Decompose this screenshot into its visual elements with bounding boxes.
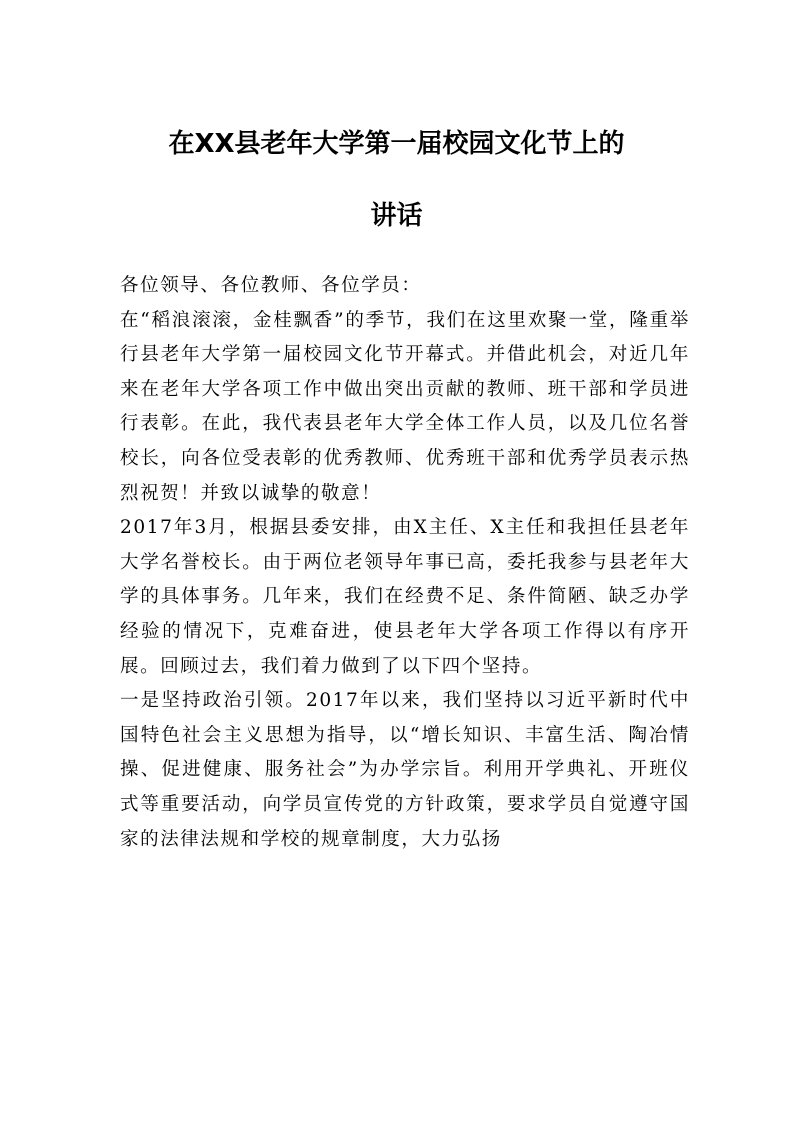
first-point-paragraph: 一是坚持政治引领。2017年以来，我们坚持以习近平新时代中国特色社会主义思想为指导，以“增长知识、丰富生活、陶冶情操、促进健康、服务社会”为办学宗旨。利用开学典礼、开班仪式等重要活动，向学员宣传党的方针政策，要求学员自觉遵守国家的法律法规和学校的规章制度，大力弘扬	[120, 690, 690, 850]
document-body	[120, 269, 690, 857]
salutation-paragraph: 各位领导、各位教师、各位学员：	[120, 275, 422, 296]
document-title-line-2: 讲话	[370, 201, 423, 231]
opening-paragraph: 在“稻浪滚滚，金桂飘香”的季节，我们在这里欢聚一堂，隆重举行县老年大学第一届校园文化节开幕式。并借此机会，对近几年来在老年大学各项工作中做出突出贡献的教师、班干部和学员进行表彰。在此，我代表县老年大学全体工作人员，以及几位名誉校长，向各位受表彰的优秀教师、优秀班干部和优秀学员表示热烈祝贺！并致以诚挚的敬意！	[120, 309, 690, 504]
document-title-line-1: 在XX县老年大学第一届校园文化节上的	[168, 129, 625, 159]
background-paragraph: 2017年3月，根据县委安排，由X主任、X主任和我担任县老年大学名誉校长。由于两位老领导年事已高，委托我参与县老年大学的具体事务。几年来，我们在经费不足、条件简陋、缺乏办学经验的情况下，克难奋进，使县老年大学各项工作得以有序开展。回顾过去，我们着力做到了以下四个坚持。	[120, 517, 690, 677]
